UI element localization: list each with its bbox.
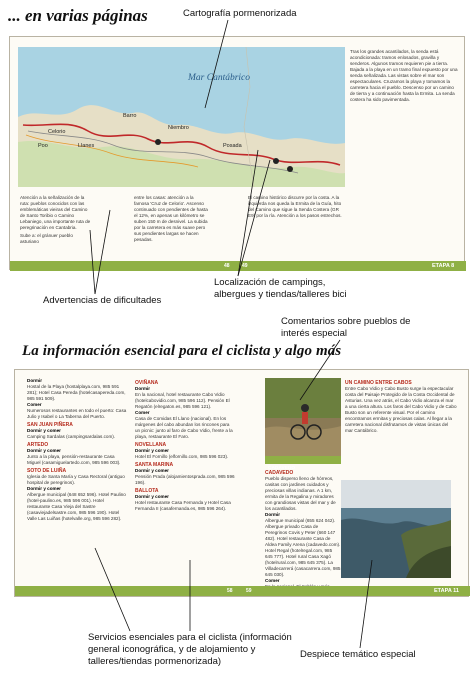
service-text: Albergue municipal (648 652 596). Hotel Paulino (hotel-paulino.es, 985 596 001). Hotel restaurante Casa Vieja del Sastre (casaviejadelsastre.com, 985 596 190). Hotel Valle Las Luiñas (hotelvalle.org, 985 596 282). bbox=[27, 492, 126, 521]
paragraph: Sube a: el gránuer pueblo asturiano bbox=[20, 233, 73, 244]
callout-despiece: Despiece temático especial bbox=[300, 649, 416, 660]
callout-advertencias: Advertencias de dificultades bbox=[43, 295, 162, 306]
services-column-middle bbox=[135, 378, 235, 583]
page-footer-right bbox=[238, 261, 466, 271]
service-text: Hotel El Fornillo (elfornillo.com, 985 596 023). bbox=[135, 454, 229, 459]
stage-label: ETAPA 8 bbox=[432, 263, 455, 269]
place-heading: OVIÑANA bbox=[135, 380, 159, 386]
callout-cartografia: Cartografía pormenorizada bbox=[183, 8, 297, 19]
map-town: Celorio bbox=[48, 129, 66, 135]
service-text: Casa de Comidas El Llano (nacional). En los márgenes del cabo abundan los rincones para un picnic: junto al faro de Cabo Vidio, frente a la playa, restaurante El Faro. bbox=[135, 416, 233, 439]
place-banner-label: CADAVEDO bbox=[268, 466, 296, 471]
callout-servicios: Servicios esenciales para el ciclista (información general iconográfica, y de alojamiento y talleres/tiendas pormenorizada) bbox=[88, 632, 292, 667]
service-subheading: Comer bbox=[265, 578, 280, 583]
section-title-top: ... en varias páginas bbox=[8, 6, 148, 25]
map-town: Poo bbox=[38, 143, 48, 149]
service-text: Camping Sardalas (campingsardalas.com). bbox=[27, 434, 116, 439]
services-column-cadavedo bbox=[265, 468, 341, 586]
service-subheading: Dormir y comer bbox=[135, 448, 169, 453]
service-subheading: Dormir y comer bbox=[135, 494, 169, 499]
place-heading: ARTEDO bbox=[27, 442, 49, 448]
book-spread-map bbox=[9, 36, 465, 270]
map-graphic bbox=[18, 47, 345, 187]
service-text: Albergue municipal (655 624 042). Albergue privado Casa de Peregrinos Covis y Peter (660 147 482). Hotel restaurante Casa de Aldea Family Arena (cadavedo.com). Hotel Regal (hotelregal.com, 985 645 777). Hotel rural Casa Xagó (hotelrural.com, 985 645 375). La Villadecarrerá (casacarrera.com, 985 645 030). bbox=[265, 518, 341, 577]
service-subheading: Comer bbox=[27, 402, 42, 407]
service-text: En la nacional, hotel restaurante Cabo Vidio (hotelcabovidio.com, 985 596 112). Pensión El Regatón (elregaton.es, 985 596 121). bbox=[135, 392, 230, 409]
service-text: Junto a la playa, pensión-restaurante Casa Miguel (casamiguelartedo.com, 985 596 003). bbox=[27, 454, 121, 465]
thematic-box bbox=[345, 378, 457, 478]
map-town: Barro bbox=[123, 113, 137, 119]
place-heading: SAN JUAN PIÑERA bbox=[27, 422, 73, 428]
thematic-title: UN CAMINO ENTRE CABOS bbox=[345, 380, 412, 386]
section-title-bottom: La información esencial para el ciclista y algo más bbox=[22, 343, 342, 359]
stage-label: ETAPA 11 bbox=[434, 588, 459, 594]
route-map bbox=[18, 47, 345, 187]
place-banner bbox=[265, 456, 341, 471]
place-heading: NOVELLANA bbox=[135, 442, 167, 448]
page-number: 49 bbox=[242, 263, 248, 269]
page-number: 58 bbox=[227, 588, 233, 594]
service-text: Pensión Prada (alojamientosprada.com, 985 596 196). bbox=[135, 474, 235, 485]
map-town: Llanes bbox=[78, 143, 95, 149]
place-heading: SOTO DE LUIÑA bbox=[27, 468, 67, 474]
service-text: Hostal de la Playa (hostalplaya.com, 985 591 281); Hotel Casa Pereda (hotelcasapereda.com, 985 591 509). bbox=[27, 384, 126, 401]
callout-localizacion: Localización de campings, albergues y tiendas/talleres bici bbox=[214, 277, 347, 300]
place-heading: SANTA MARINA bbox=[135, 462, 174, 468]
service-subheading: Dormir bbox=[265, 512, 281, 517]
map-town: Niembro bbox=[168, 125, 189, 131]
place-heading: BALLOTA bbox=[135, 488, 159, 494]
service-text: Hotel restaurante Casa Fernanda y Hotel Casa Fernanda II (casafernanda.es, 985 596 264). bbox=[135, 500, 231, 511]
place-heading: CADAVEDO bbox=[265, 470, 294, 476]
callout-comentarios: Comentarios sobre pueblos de interés especial bbox=[281, 316, 411, 339]
service-subheading: Dormir y comer bbox=[27, 448, 61, 453]
service-subheading: Dormir y comer bbox=[135, 468, 169, 473]
map-sea-label: Mar Cantábrico bbox=[188, 73, 251, 83]
service-text: Pueblo disperso lleno de hórreos, casitas con jardines cuidados y preciosas villas indianas. A 1 km, ermita de la Regalina y miradores con grandiosas vistas del mar y de los acantilados. bbox=[265, 476, 336, 511]
map-town: Posada bbox=[223, 143, 242, 149]
service-text: Iglesia de Santa María y Casa Rectoral (antiguo hospital de peregrinos). bbox=[27, 474, 125, 485]
page-footer-right bbox=[242, 586, 470, 596]
service-subheading: Dormir bbox=[27, 378, 43, 383]
page-footer-left bbox=[15, 586, 242, 596]
service-subheading: Dormir bbox=[135, 386, 151, 391]
page-number: 59 bbox=[246, 588, 252, 594]
service-text: Numerosos restaurantes en todo el puerto: Casa Julio y Isabel o La Taberna del Puerto. bbox=[27, 408, 127, 419]
text-column: entre los casas: atención a la famosa 'Cruz de Celorio'. Ascenso continuado con pendientes de hasta el 12%, en apenas un kilómetro se suben 150 m de desnivel. La subida por la carretera es más suave pero sus pendientes largas se hacen pesadas. bbox=[134, 195, 208, 242]
page-number: 48 bbox=[224, 263, 230, 269]
services-column-left bbox=[27, 378, 127, 583]
coast-photo bbox=[341, 480, 451, 578]
service-subheading: Dormir y comer bbox=[27, 486, 61, 491]
book-spread-services bbox=[14, 369, 469, 597]
paragraph: Atención a la señalización de la ruta: pueblos conocidos con las emblemáticas vieiras del Camino de Santo Toribio o Camino Lebaniego, una importante ruta de peregrinación en Cantabria. bbox=[20, 195, 91, 230]
text-column: Tras los grandes acantilados, la senda está acondicionada: tramos enlosados, gravilla y senderos. Algunos tramos requieren pie a tierra. Bajada a la playa en un tramo final expuesto por una senda señalizada. Las vistas sobre el mar son espectaculares. Cruzamos la playa y tomamos la carretera hacia el pueblo. Descenso por un camino de tierra y a continuación hasta la Ermita. La senda costera ha sido pavimentada. bbox=[350, 49, 458, 102]
service-subheading: Dormir y comer bbox=[27, 428, 61, 433]
service-subheading: Comer bbox=[135, 410, 150, 415]
text-column bbox=[20, 195, 92, 261]
text-column: El camino histórico discurre por la costa. A la izquierda nos queda la Ermita de la Guía, hito del Camino que sigue la Senda Costera (GR E9) por la ría. Atención a los pasos estrechos. bbox=[248, 195, 342, 218]
cyclist-photo bbox=[265, 378, 341, 456]
thematic-text: Entre Cabo Vidio y Cabo Busto surge la espectacular costa del Paisaje Protegido de la Costa Occidental de Asturias. Una vez atrás, el Cabo Vidio alcanza el mar a una cierta altura. Los faros del Cabo Vidio y de Cabo Busto son un referente visual. Por el camino encontramos ermitas y preciosas calas. Al llegar a la carretera nacional disfrutamos de vistas únicas del mar Cantábrico. bbox=[345, 386, 457, 433]
page-footer-left bbox=[10, 261, 238, 271]
